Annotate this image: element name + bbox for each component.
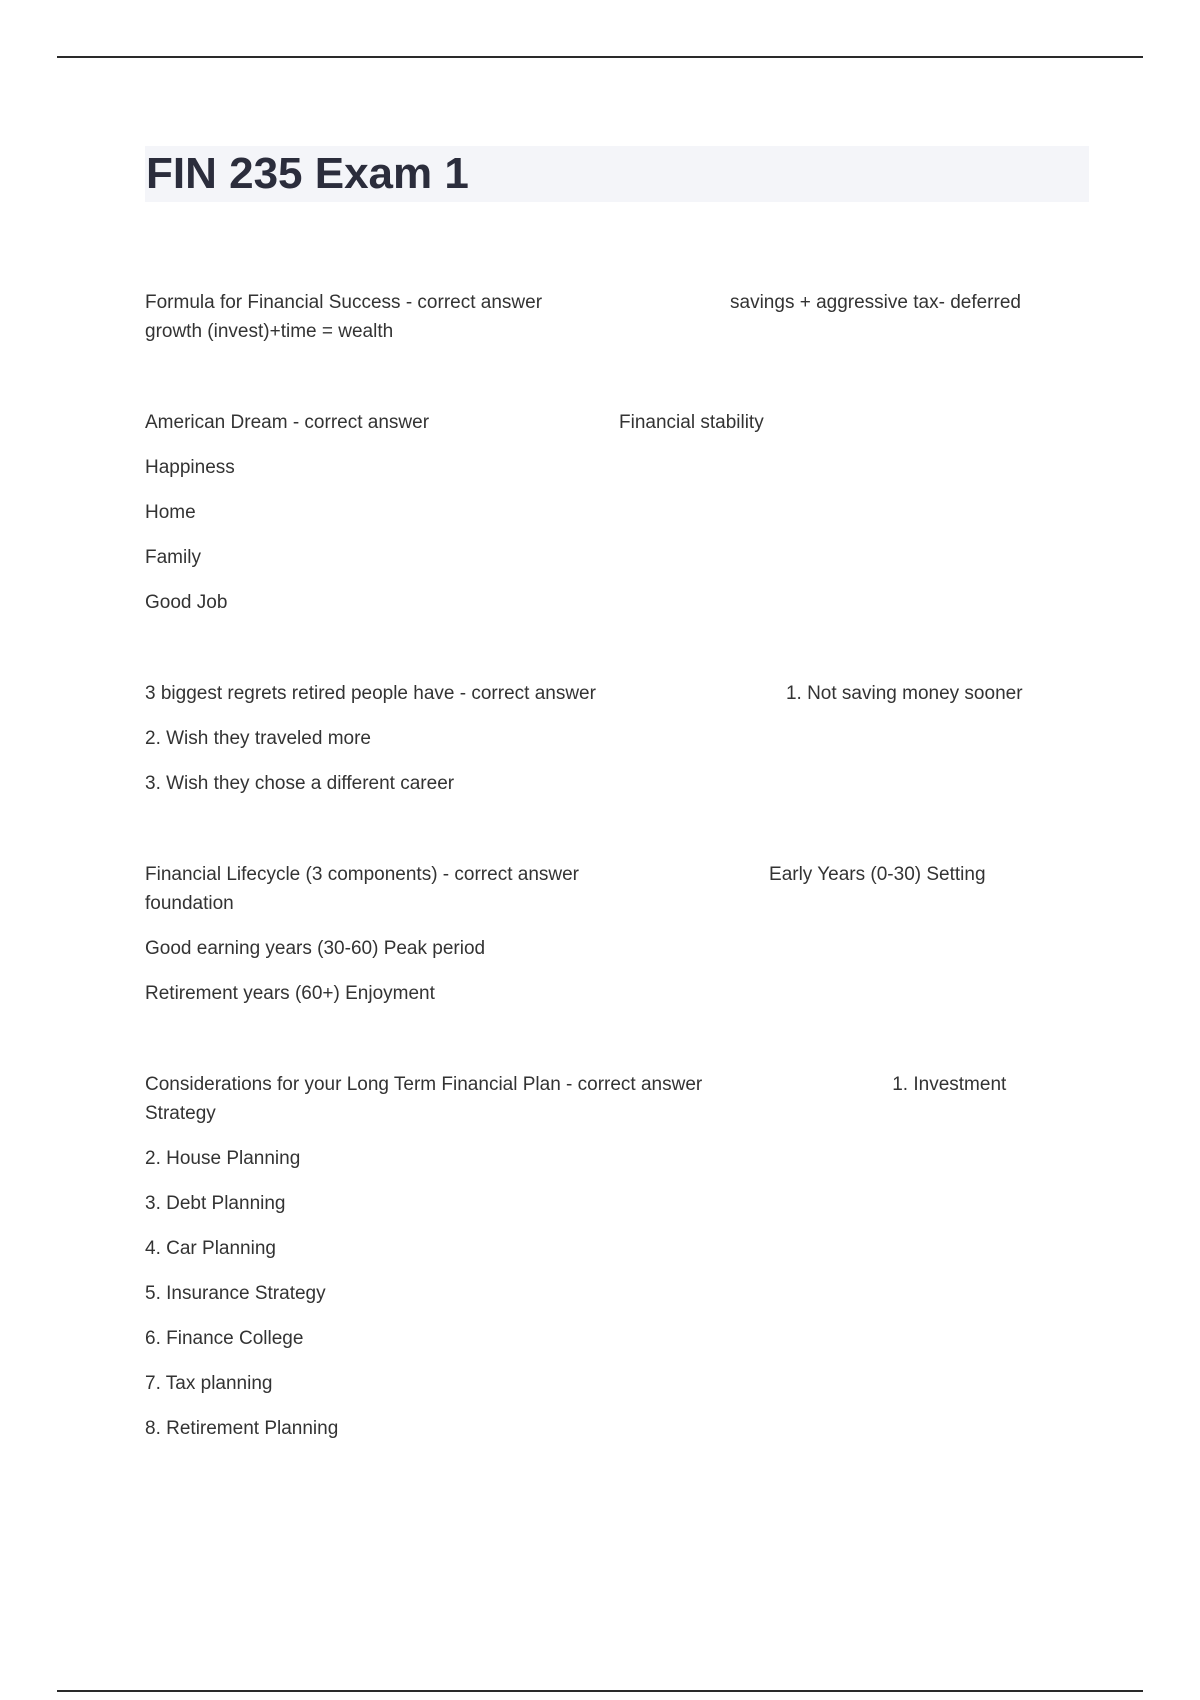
answer-line: 5. Insurance Strategy: [145, 1283, 326, 1304]
answer-text: savings + aggressive tax- deferred growth (invest)+time = wealth: [145, 292, 1021, 342]
answer-line: Good Job: [145, 592, 228, 613]
bottom-divider: [57, 1690, 1143, 1692]
answer-line: 2. House Planning: [145, 1148, 301, 1169]
answer-line: 2. Wish they traveled more: [145, 728, 371, 749]
answer-text: Financial stability: [619, 412, 764, 433]
top-divider: [57, 56, 1143, 58]
answer-line: Good earning years (30-60) Peak period: [145, 938, 486, 959]
answer-text: Early Years (0-30) Setting foundation: [145, 864, 986, 914]
document-title: FIN 235 Exam 1: [146, 149, 469, 198]
answer-text: 1. Investment Strategy: [145, 1074, 1007, 1124]
answer-line: 6. Finance College: [145, 1328, 304, 1349]
qa-first-line: [145, 860, 1075, 918]
question-text: Considerations for your Long Term Financial Plan - correct answer: [145, 1074, 703, 1095]
answer-line: Home: [145, 502, 196, 523]
answer-line: 4. Car Planning: [145, 1238, 276, 1259]
answer-line: 3. Wish they chose a different career: [145, 773, 455, 794]
question-text: 3 biggest regrets retired people have - correct answer: [145, 683, 596, 704]
question-text: Financial Lifecycle (3 components) - correct answer: [145, 864, 580, 885]
qa-item: [145, 860, 1075, 1008]
qa-item: [145, 288, 1075, 346]
answer-text: 1. Not saving money sooner: [785, 683, 1023, 704]
question-text: American Dream - correct answer: [145, 412, 430, 433]
answer-line: Family: [145, 547, 201, 568]
answer-line: 7. Tax planning: [145, 1373, 273, 1394]
qa-item: [145, 679, 1075, 798]
qa-first-line: [145, 679, 1075, 708]
qa-first-line: [145, 288, 1075, 346]
question-text: Formula for Financial Success - correct answer: [145, 292, 543, 313]
answer-line: Happiness: [145, 457, 235, 478]
qa-item: [145, 1070, 1075, 1443]
answer-line: 8. Retirement Planning: [145, 1418, 339, 1439]
answer-line: Retirement years (60+) Enjoyment: [145, 983, 435, 1004]
qa-first-line: [145, 408, 1075, 437]
document-body: [145, 288, 1075, 1505]
answer-line: 3. Debt Planning: [145, 1193, 286, 1214]
qa-first-line: [145, 1070, 1075, 1128]
qa-item: [145, 408, 1075, 617]
